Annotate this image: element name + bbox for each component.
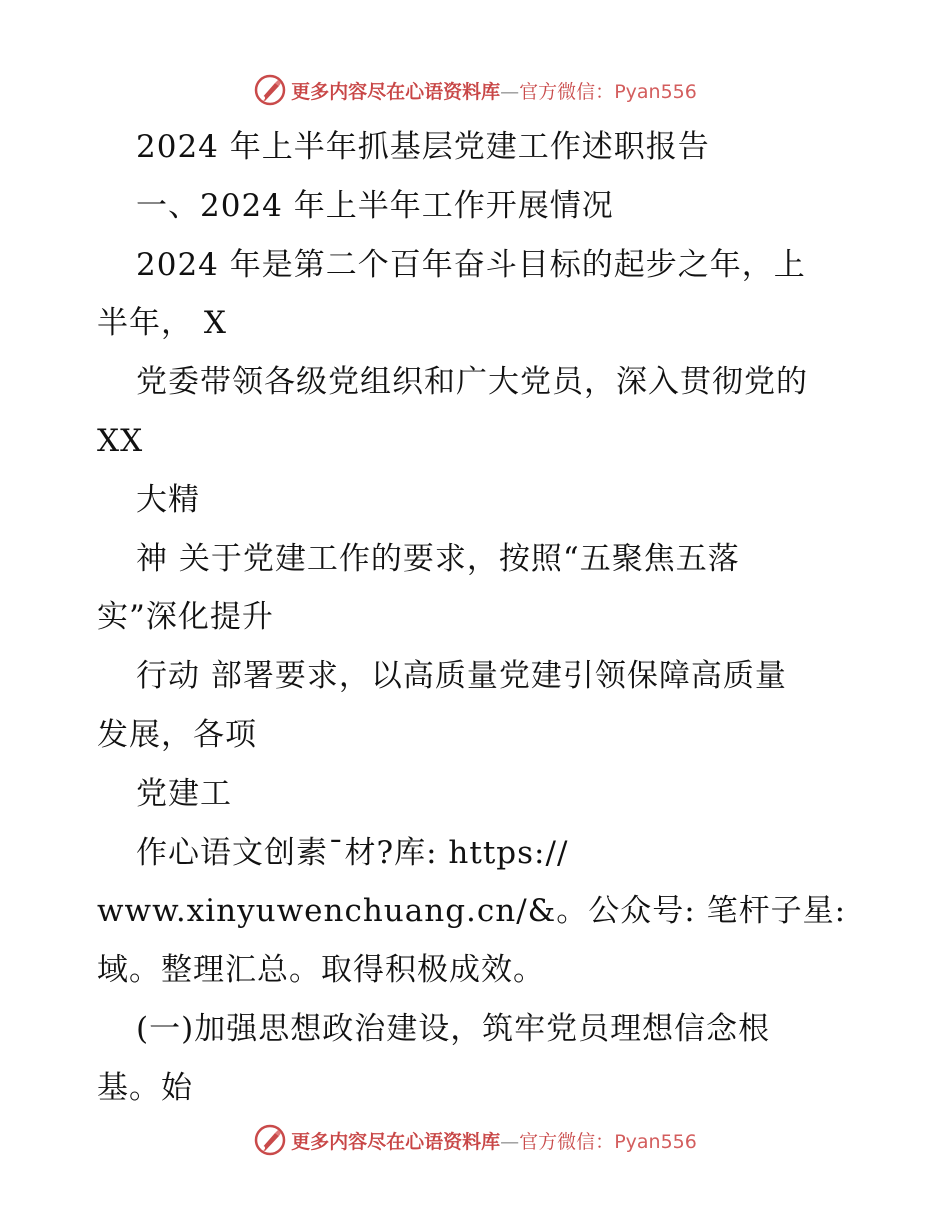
paragraph-line: 半年， X — [97, 305, 227, 342]
paragraph-line: XX — [97, 422, 144, 459]
paragraph-line: 实”深化提升 — [97, 599, 274, 636]
paragraph-line: 党建工 — [136, 775, 232, 812]
section-heading: 一、2024 年上半年工作开展情况 — [136, 187, 614, 224]
watermark-account: Pyan556 — [614, 1130, 697, 1153]
watermark-suffix: 官方微信： — [519, 80, 615, 103]
paragraph-line: 神 关于党建工作的要求，按照“五聚焦五落 — [136, 540, 740, 577]
subsection-heading: (一)加强思想政治建设，筑牢党员理想信念根 — [136, 1010, 771, 1047]
pen-logo-icon — [253, 73, 287, 107]
watermark-suffix: 官方微信： — [519, 1130, 615, 1153]
document-body — [97, 118, 867, 1118]
doc-title: 2024 年上半年抓基层党建工作述职报告 — [136, 129, 710, 165]
watermark-account: Pyan556 — [614, 80, 697, 103]
paragraph-line: 基。始 — [97, 1069, 193, 1106]
paragraph-line: 行动 部署要求，以高质量党建引领保障高质量 — [136, 658, 787, 695]
paragraph-line: www.xinyuwenchuang.cn/&。公众号: 笔杆子星: — [97, 893, 847, 930]
paragraph-line: 域。整理汇总。取得积极成效。 — [97, 952, 545, 989]
watermark-prefix: 更多内容尽在心语资料库 — [291, 80, 501, 103]
watermark-banner-bottom — [0, 1120, 950, 1160]
paragraph-line: 发展，各项 — [97, 716, 257, 753]
pen-logo-icon — [253, 1123, 287, 1157]
watermark-prefix: 更多内容尽在心语资料库 — [291, 1130, 501, 1153]
paragraph-line: 大精 — [136, 481, 200, 518]
watermark-banner-top — [0, 70, 950, 110]
paragraph-line: 作心语文创素¯材?库: https:// — [136, 834, 569, 871]
paragraph-line: 党委带领各级党组织和广大党员，深入贯彻党的 — [136, 364, 808, 401]
paragraph-line: 2024 年是第二个百年奋斗目标的起步之年，上 — [136, 246, 806, 283]
watermark-dash: — — [500, 1130, 520, 1153]
watermark-dash: — — [500, 80, 520, 103]
